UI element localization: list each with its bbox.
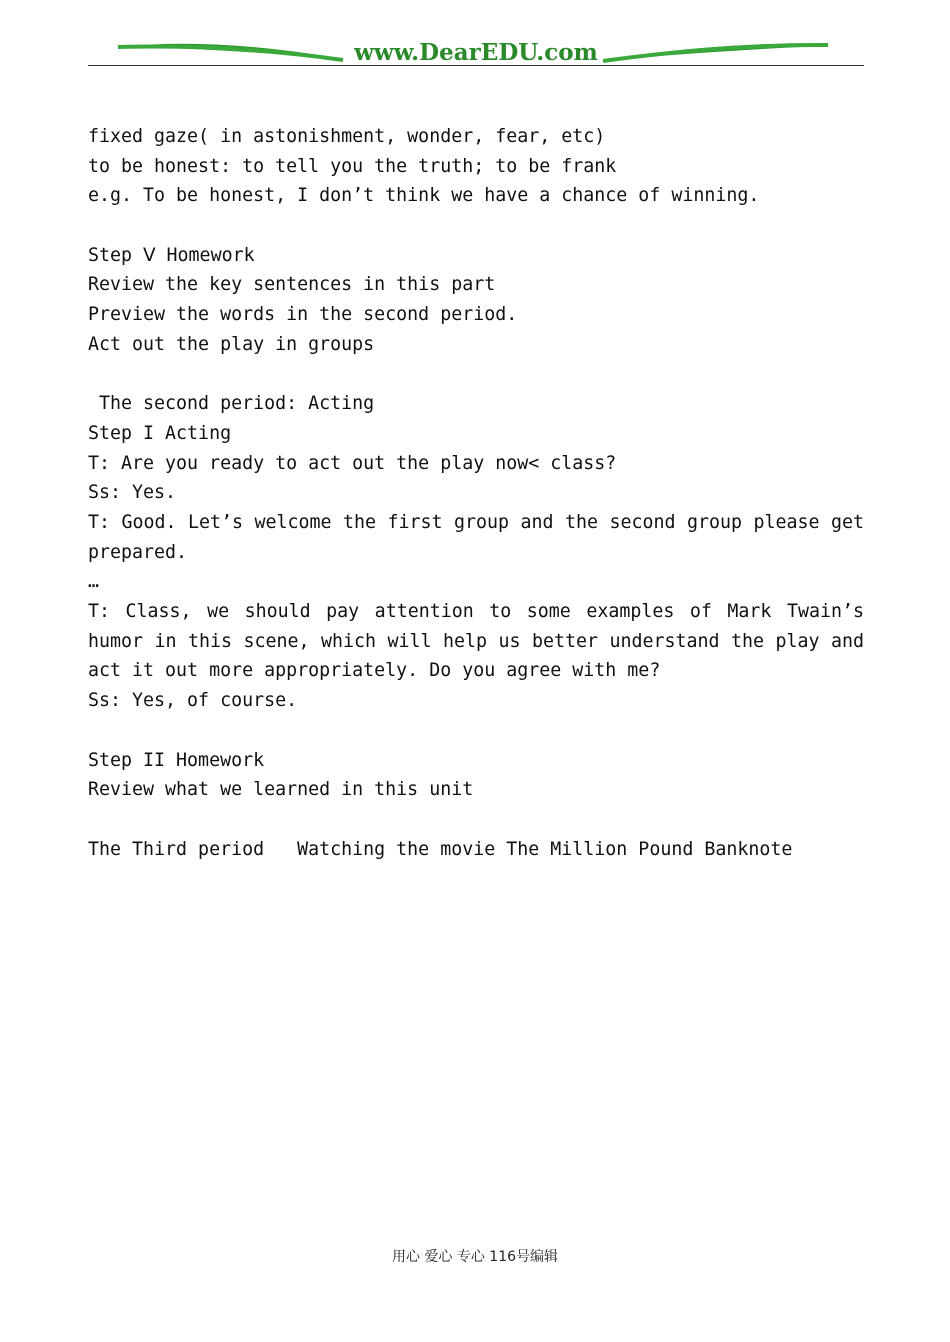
ellipsis-line: … (88, 571, 100, 593)
blank-line (88, 211, 864, 241)
blank-line (88, 716, 864, 746)
page-header (88, 36, 864, 68)
dialogue-line: Ss: Yes. (88, 482, 177, 504)
section-heading: The Third period Watching the movie The Million Pound Banknote (88, 838, 793, 860)
blank-line (88, 805, 864, 835)
text-line: e.g. To be honest, I don’t think we have a chance of winning. (88, 185, 760, 207)
section-heading: Step I Acting (88, 422, 232, 444)
text-line: Act out the play in groups (88, 333, 375, 355)
section-heading: Step II Homework (88, 749, 265, 771)
text-line: to be honest: to tell you the truth; to be frank (88, 155, 617, 177)
section-heading: The second period: Acting (88, 393, 375, 415)
dialogue-paragraph: T: Class, we should pay attention to some examples of Mark Twain’s humor in this scene, which will help us better understand the play and act it out more appropriately. Do you agree with me? (88, 601, 864, 682)
dialogue-line: T: Are you ready to act out the play now< class? (88, 452, 617, 474)
text-line: Review the key sentences in this part (88, 274, 496, 296)
blank-line (88, 360, 864, 390)
header-divider (88, 65, 864, 66)
dialogue-paragraph: T: Good. Let’s welcome the first group and the second group please get prepared. (88, 511, 864, 563)
text-line: Review what we learned in this unit (88, 779, 474, 801)
dialogue-line: Ss: Yes, of course. (88, 690, 298, 712)
document-body (88, 122, 864, 864)
text-line: Preview the words in the second period. (88, 304, 518, 326)
text-line: fixed gaze( in astonishment, wonder, fear, etc) (88, 126, 606, 147)
site-logo-text: www.DearEDU.com (354, 39, 598, 66)
page-footer: 用心 爱心 专心 116号编辑 (391, 1249, 559, 1265)
section-heading: Step Ⅴ Homework (88, 244, 255, 266)
